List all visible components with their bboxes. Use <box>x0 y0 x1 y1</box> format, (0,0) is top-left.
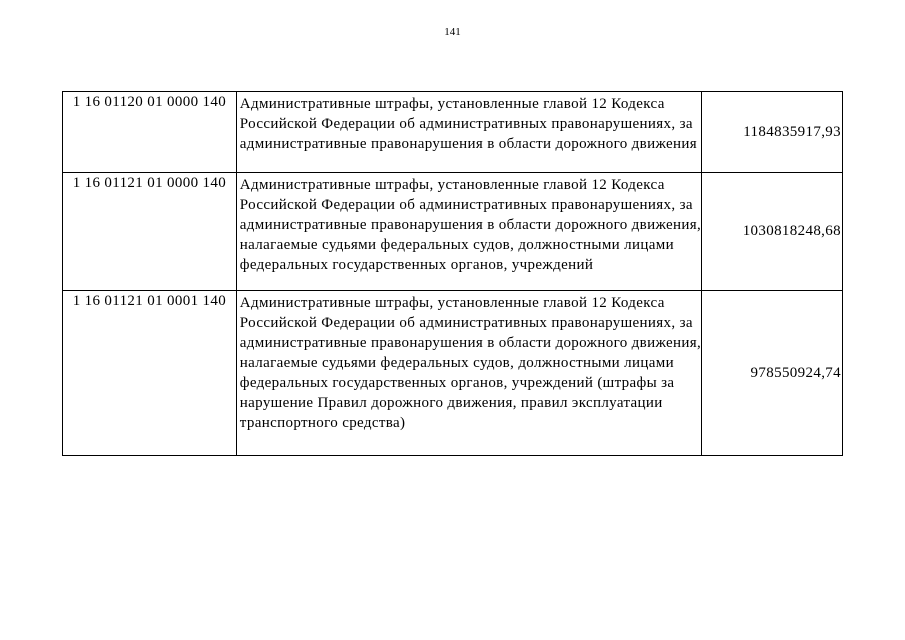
description-line: административные правонарушения в области дорожного движения, <box>239 217 702 233</box>
budget-code-cell: 1 16 01120 01 0000 140 <box>63 92 237 173</box>
description-cell <box>236 173 701 291</box>
description-line: Российской Федерации об административных правонарушениях, за <box>239 197 693 213</box>
description-line: федеральных государственных органов, учреждений <box>239 257 594 273</box>
description-line: Российской Федерации об административных правонарушениях, за <box>239 116 693 132</box>
description-line: транспортного средства) <box>239 415 406 431</box>
amount-cell: 1184835917,93 <box>702 92 843 173</box>
description-line: налагаемые судьями федеральных судов, должностными лицами <box>239 237 674 253</box>
description-line: Административные штрафы, установленные главой 12 Кодекса <box>239 96 665 112</box>
description-line: налагаемые судьями федеральных судов, должностными лицами <box>239 355 674 371</box>
budget-code-cell: 1 16 01121 01 0001 140 <box>63 291 237 456</box>
revenue-table <box>62 91 843 456</box>
page-number: 141 <box>444 26 461 38</box>
description-cell <box>236 92 701 173</box>
table-row <box>63 173 843 291</box>
description-line: нарушение Правил дорожного движения, правил эксплуатации <box>239 395 663 411</box>
description-line: административные правонарушения в области дорожного движения, <box>239 335 702 351</box>
description-line: Административные штрафы, установленные главой 12 Кодекса <box>239 295 665 311</box>
description-line: Административные штрафы, установленные главой 12 Кодекса <box>239 177 665 193</box>
amount-cell: 978550924,74 <box>702 291 843 456</box>
amount-cell: 1030818248,68 <box>702 173 843 291</box>
budget-code-cell: 1 16 01121 01 0000 140 <box>63 173 237 291</box>
table-row <box>63 291 843 456</box>
description-line: административные правонарушения в области дорожного движения <box>239 136 697 152</box>
description-cell <box>236 291 701 456</box>
description-line: федеральных государственных органов, учреждений (штрафы за <box>239 375 675 391</box>
table-row <box>63 92 843 173</box>
description-line: Российской Федерации об административных правонарушениях, за <box>239 315 693 331</box>
